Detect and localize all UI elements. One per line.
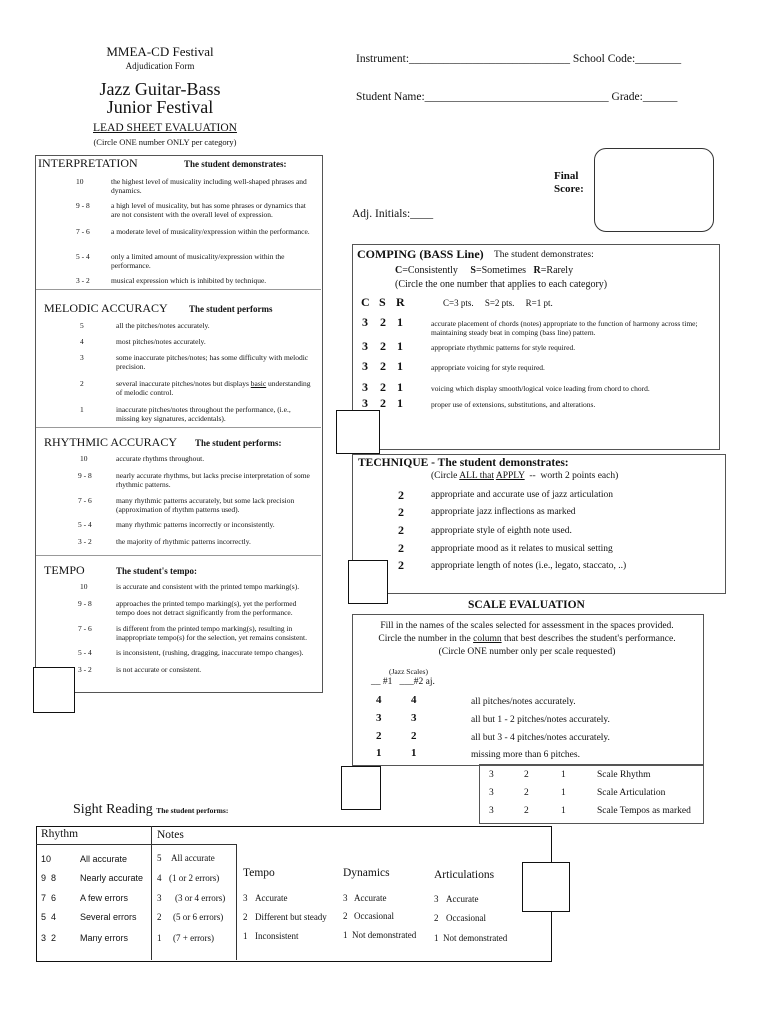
score-option[interactable]: 9 - 8 [76,201,90,210]
score-option[interactable]: 7 6 [41,893,57,903]
score-option[interactable]: 10 [76,177,84,186]
criterion-text: proper use of extensions, substitutions, and alterations. [431,400,596,409]
scale2-score[interactable]: 3 [411,712,417,724]
score-option[interactable]: 2 [398,541,404,555]
comping-note: (Circle the one number that applies to each category) [395,279,608,290]
criterion-text: Scale Tempos as marked [597,806,691,816]
lead-sheet-score-box[interactable] [33,667,75,713]
criterion-text: inaccurate pitches/notes throughout the performance, (i.e., missing key signatures, accidentals). [116,405,291,423]
criterion-text: is different from the printed tempo marking(s), resulting in inappropriate tempo(s) for the selection, yet remains consistent. [116,624,307,642]
score-option[interactable]: 5 [157,853,162,863]
festival-name: MMEA-CD Festival [106,44,214,59]
rhythm-header: Rhythm [41,828,79,840]
score-option[interactable]: 3 [243,893,248,903]
criterion-text: all but 3 - 4 pitches/notes accurately. [471,733,610,743]
criterion-text: many rhythmic patterns incorrectly or inconsistently. [116,520,275,529]
score-option[interactable]: 9 - 8 [78,471,92,480]
criterion-text: some inaccurate pitches/notes; has some difficulty with melodic precision. [116,353,309,371]
column-divider [151,826,152,960]
score-3[interactable]: 3 [362,359,368,373]
score-2[interactable]: 2 [380,380,386,394]
score-1[interactable]: 1 [397,359,403,373]
score-option[interactable]: 3 2 [41,933,57,943]
score-1[interactable]: 1 [397,396,403,410]
score-option[interactable]: 2 [398,523,404,537]
score-option[interactable]: 3 [157,893,162,903]
tempo-title: TEMPO [44,563,85,577]
criterion-text: is inconsistent, (rushing, dragging, inaccurate tempo changes). [116,648,304,657]
technique-note: (Circle ALL that APPLY -- worth 2 points each) [431,471,619,481]
scale-instructions-2: Circle the number in the column that best describes the student's performance. [378,634,676,644]
rhythm-desc: Several errors [80,912,137,922]
score-option[interactable]: 9 - 8 [78,599,92,608]
lead-sheet-note: (Circle ONE number ONLY per category) [93,137,237,147]
score-option[interactable]: 7 - 6 [78,496,92,505]
col-r: R [396,295,405,309]
score-1[interactable]: 1 [561,770,566,780]
score-option[interactable]: 1 [80,405,84,414]
adj-initials-field[interactable]: Adj. Initials:____ [352,208,434,220]
score-option[interactable]: 3 [343,893,348,903]
criterion-text: accurate placement of chords (notes) appropriate to the function of harmony across time; maintaining steady beat in comping (bass line) pattern. [431,319,698,337]
scale2-score[interactable]: 2 [411,730,417,742]
criterion-text: appropriate voicing for style required. [431,363,545,372]
score-2[interactable]: 2 [524,788,529,798]
lead-sheet-title: LEAD SHEET EVALUATION [93,122,237,134]
score-option[interactable]: 5 [80,321,84,330]
score-3[interactable]: 3 [362,396,368,410]
final-score-box[interactable] [594,148,714,232]
title-line1: Jazz Guitar-Bass [99,79,221,99]
sight-reading-score-box[interactable] [522,862,570,912]
criterion-text: all but 1 - 2 pitches/notes accurately. [471,715,610,725]
score-2[interactable]: 2 [524,806,529,816]
melodic-subtitle: The student performs [189,304,273,314]
score-option[interactable]: 5 4 [41,912,57,922]
articulations-desc: Accurate [446,894,479,904]
scale2-score[interactable]: 4 [411,694,417,706]
scale1-score[interactable]: 1 [376,747,382,759]
criterion-text: a high level of musicality, but has some phrases or dynamics that are not consistent with the overall level of expression. [111,201,306,219]
score-option[interactable]: 10 [80,582,88,591]
title-line2: Junior Festival [106,97,214,117]
score-option[interactable]: 5 - 4 [78,520,92,529]
criterion-text: Scale Rhythm [597,770,651,780]
criterion-text: accurate rhythms throughout. [116,454,205,463]
score-option[interactable]: 9 8 [41,873,57,883]
dynamics-desc: Accurate [354,893,387,903]
score-2[interactable]: 2 [380,315,386,329]
score-1[interactable]: 1 [397,315,403,329]
criterion-text: all the pitches/notes accurately. [116,321,210,330]
score-option[interactable]: 2 [343,911,348,921]
criterion-text: many rhythmic patterns accurately, but some lack precision (approximation of rhythm patterns used). [116,496,295,514]
score-label: Score: [554,183,584,195]
articulations-desc: Not demonstrated [443,933,508,943]
score-3[interactable]: 3 [489,788,494,798]
col-s: S [379,295,386,309]
interpretation-subtitle: The student demonstrates: [184,159,287,169]
articulations-desc: Occasional [446,913,486,923]
score-option[interactable]: 3 [434,894,439,904]
score-option[interactable]: 2 [434,913,439,923]
score-3[interactable]: 3 [489,770,494,780]
divider [36,289,321,290]
criterion-text: several inaccurate pitches/notes but displays basic understanding of melodic control. [116,379,311,397]
criterion-text: only a limited amount of musicality/expression within the performance. [111,252,285,270]
criterion-text: appropriate mood as it relates to musical setting [431,544,613,554]
technique-title: TECHNIQUE - The student demonstrates: [358,457,569,469]
scale-score-box[interactable] [341,766,381,810]
score-2[interactable]: 2 [524,770,529,780]
score-option[interactable]: 1 [434,933,439,943]
col-c: C [361,295,370,309]
column-divider [236,844,237,960]
score-option[interactable]: 3 - 2 [78,537,92,546]
student-name-field[interactable]: Student Name:________________________________ Grade:______ [356,91,678,103]
row-divider [151,844,237,845]
notes-desc: (7 + errors) [173,933,215,943]
criterion-text: the highest level of musicality including well-shaped phrases and dynamics. [111,177,307,195]
criterion-text: appropriate rhythmic patterns for style required. [431,343,576,352]
criterion-text: all pitches/notes accurately. [471,697,576,707]
score-3[interactable]: 3 [362,315,368,329]
divider [36,555,321,556]
criterion-text: is accurate and consistent with the printed tempo marking(s). [116,582,300,591]
criterion-text: nearly accurate rhythms, but lacks precise interpretation of some rhythmic patterns. [116,471,310,489]
notes-desc: (5 or 6 errors) [173,912,224,922]
form-name: Adjudication Form [125,61,195,71]
rhythmic-title: RHYTHMIC ACCURACY [44,435,178,449]
final-label: Final [554,170,579,182]
scale1-score[interactable]: 3 [376,712,382,724]
score-option[interactable]: 5 - 4 [76,252,90,261]
criterion-text: appropriate style of eighth note used. [431,526,572,536]
dynamics-desc: Not demonstrated [352,930,417,940]
jazz-scales-label: (Jazz Scales) [389,667,428,676]
comping-legend: C=Consistently S=Sometimes R=Rarely [395,265,574,276]
melodic-title: MELODIC ACCURACY [44,301,168,315]
comping-score-box[interactable] [336,410,380,454]
score-option[interactable]: 10 [80,454,88,463]
criterion-text: appropriate jazz inflections as marked [431,507,576,517]
scale1-score[interactable]: 2 [376,730,382,742]
score-option[interactable]: 2 [80,379,84,388]
scale-instructions-3: (Circle ONE number only per scale requested) [438,647,616,657]
scale-title: SCALE EVALUATION [468,599,585,611]
score-option[interactable]: 1 [343,930,348,940]
interpretation-title: INTERPRETATION [38,156,138,170]
dynamics-header: Dynamics [343,867,390,879]
rhythmic-subtitle: The student performs: [195,438,282,448]
scale-name-blanks[interactable]: __ #1 ___#2 aj. [371,677,435,687]
tempo-header: Tempo [243,867,275,879]
row-divider [36,844,151,845]
score-1[interactable]: 1 [561,788,566,798]
score-1[interactable]: 1 [397,339,403,353]
score-3[interactable]: 3 [489,806,494,816]
comping-subtitle: The student demonstrates: [494,250,594,260]
criterion-text: approaches the printed tempo marking(s), yet the performed tempo does not detract significantly from the performance. [116,599,297,617]
score-option[interactable]: 2 [243,912,248,922]
score-1[interactable]: 1 [397,380,403,394]
dynamics-desc: Occasional [354,911,394,921]
score-option[interactable]: 2 [157,912,162,922]
score-option[interactable]: 4 [80,337,84,346]
tempo-subtitle: The student's tempo: [116,566,198,576]
score-option[interactable]: 4 [157,873,162,883]
score-option[interactable]: 7 - 6 [78,624,92,633]
score-2[interactable]: 2 [380,359,386,373]
score-option[interactable]: 2 [398,505,404,519]
rhythm-desc: All accurate [80,854,128,864]
score-3[interactable]: 3 [362,339,368,353]
score-option[interactable]: 2 [398,558,404,572]
score-option[interactable]: 10 [41,854,52,864]
tempo-desc: Different but steady [255,912,327,922]
divider [36,427,321,428]
rhythm-desc: Many errors [80,933,129,943]
technique-score-box[interactable] [348,560,388,604]
criterion-text: Scale Articulation [597,788,666,798]
articulations-header: Articulations [434,869,495,881]
score-option[interactable]: 7 - 6 [76,227,90,236]
criterion-text: musical expression which is inhibited by technique. [111,276,267,285]
criterion-text: the majority of rhythmic patterns incorrectly. [116,537,251,546]
criterion-text: most pitches/notes accurately. [116,337,206,346]
score-option[interactable]: 3 - 2 [76,276,90,285]
tempo-desc: Inconsistent [255,931,299,941]
notes-desc: All accurate [171,853,215,863]
notes-desc: (3 or 4 errors) [175,893,226,903]
score-option[interactable]: 3 - 2 [78,665,92,674]
sight-reading-title: Sight Reading The student performs: [73,802,229,817]
scale1-score[interactable]: 4 [376,694,382,706]
criterion-text: a moderate level of musicality/expression within the performance. [111,227,310,236]
score-2[interactable]: 2 [380,396,386,410]
instrument-field[interactable]: Instrument:____________________________ School Code:________ [356,53,682,65]
criterion-text: missing more than 6 pitches. [471,750,580,760]
comping-points: C=3 pts. S=2 pts. R=1 pt. [443,298,553,308]
score-option[interactable]: 1 [157,933,162,943]
score-option[interactable]: 3 [80,353,84,362]
criterion-text: appropriate length of notes (i.e., legato, staccato, ..) [431,561,627,571]
criterion-text: voicing which display smooth/logical voice leading from chord to chord. [431,384,650,393]
rhythm-desc: A few errors [80,893,129,903]
notes-header: Notes [157,829,184,841]
scale2-score[interactable]: 1 [411,747,417,759]
scale-instructions-1: Fill in the names of the scales selected for assessment in the spaces provided. [380,621,674,631]
criterion-text: is not accurate or consistent. [116,665,202,674]
criterion-text: appropriate and accurate use of jazz articulation [431,490,613,500]
comping-title: COMPING (BASS Line) [357,247,484,261]
rhythm-desc: Nearly accurate [80,873,144,883]
tempo-desc: Accurate [255,893,288,903]
score-1[interactable]: 1 [561,806,566,816]
score-option[interactable]: 1 [243,931,248,941]
score-3[interactable]: 3 [362,380,368,394]
score-2[interactable]: 2 [380,339,386,353]
score-option[interactable]: 2 [398,488,404,502]
notes-desc: (1 or 2 errors) [169,873,220,883]
score-option[interactable]: 5 - 4 [78,648,92,657]
